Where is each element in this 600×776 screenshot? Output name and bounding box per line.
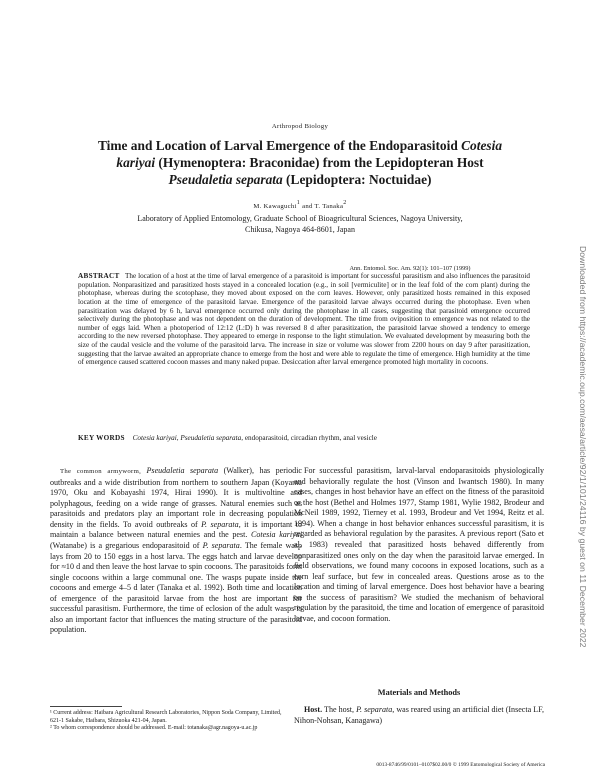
intro-column-right (294, 466, 544, 624)
footnote-1: ¹ Current address: Haibara Agricultural Research Laboratories, Nippon Soda Company, Limited, 621-1 Sakabe, Haibara, Shizuoka 421-04, Japan. (50, 710, 282, 724)
authors (0, 200, 600, 210)
citation: Ann. Entomol. Soc. Am. 92(1): 101–107 (1999) (349, 265, 471, 272)
intro-p1: (Walker), has periodic outbreaks and a wide distribution from northern to southern Japan (Koyama 1970, Oku and Kobayashi 1974, Hirai 1990). It is multivoltine and polyphagous, feeding on a wide range of grasses. Natural enemies such as parasitoids and predators play an important role in decreasing population density in the fields. To avoid outbreaks of (50, 466, 302, 529)
intro-column-left (50, 466, 302, 636)
affiliation-line-1: Laboratory of Applied Entomology, Graduate School of Bioagricultural Sciences, Nagoya University, (137, 214, 463, 223)
download-note-text: Downloaded from https://academic.oup.com/aesa/article/92/1/101/24116 by guest on 11 December 2022 (578, 246, 588, 648)
author-and: and (300, 203, 315, 210)
author-2: T. Tanaka (314, 203, 344, 210)
abstract-label: ABSTRACT (78, 272, 120, 280)
intro-p2-species: Cotesia kariyai (250, 530, 302, 540)
keywords-text: endoparasitoid, circadian rhythm, anal vesicle (243, 434, 377, 442)
abstract (78, 272, 530, 367)
section-label: Arthropod Biology (271, 123, 329, 130)
abstract-text: The location of a host at the time of larval emergence of a parasitoid is important for successful parasitism and also influences the parasitoid population. Nonparasitized and parasitized hosts stayed in a concealed location (e.g., in soil [vermiculite] or in the leaf fold of the corn plant) during the photophase, whereas during the scotophase, they moved about exposed on the corn leaves. However, only parasitized hosts remained in this exposed location at the time of emergence of the parasitoid larvae. Emergence of the parasitoid larvae always occurred during the photophase. Even when parasitization was delayed by 6 h, larval emergence occurred only during the photophase in all cases, suggesting that parasitoid emergence occurred selectively during the photophase and was not dependent on the duration of development. The time from oviposition to emergence was not related to the number of eggs laid. When a photoperiod of 12:12 (L:D) h was reversed 8 d after parasitization, the parasitoid larvae showed a tendency to emerge according to the new reversed photophase. They appeared to emerge in response to the light stimulation. We evaluated development by measuring both the size of the caudal vesicle and the volume of the parasitoid larva. The increase in size or volume was slower from 2200 hours on day 9 after parasitization, suggesting that the larvae awaited an appropriate chance to emerge from the host and were able to regulate the time of emergence. High humidity at the time of emergence caused scattered cocoon masses and many naked pupae. Desiccation after larval emergence promoted high mortality in cocoons. (78, 272, 530, 367)
title-host-species: Pseudaletia separata (168, 172, 283, 187)
intro-right-paragraph: For successful parasitism, larval-larval endoparasitoids physiologically and behaviorally regulate the host (Vinson and Iwantsch 1980). In many cases, changes in host behavior have an effect on the fitness of the parasitoid or the host (Bethel and Holmes 1977, Stamp 1981, Wylie 1982, Brodeur and McNeil 1989, 1992, Tierney et al. 1993, Brodeur and Vet 1994, Reitz et al. 1994). When a change in host behavior enhances successful parasitism, it is regarded as behavioral regulation by the parasites. A previous report (Sato et al. 1983) revealed that parasitized hosts behaved differently from nonparasitized ones only on the day when the parasitoid larvae emerged. In field observations, we found many cocoons in exposed locations, such as a corn leaf surface, but few in concealed areas. Questions arose as to the location and timing of larval emergence. Does host behavior have a bearing on the success of parasitism? We studied the mechanism of behavioral regulation by the parasitoid, the time and location of emergence of parasitoid larvae, and cocoon formation. (294, 466, 544, 623)
affiliation-line-2: Chikusa, Nagoya 464-8601, Japan (245, 225, 355, 234)
keywords-label: KEY WORDS (78, 434, 125, 442)
footnote-2: ² To whom correspondence should be addressed. E-mail: totanaka@agr.nagoya-u.ac.jp (50, 725, 258, 731)
intro-p4: . The female wasp lays from 20 to 150 eggs in a host larva. The eggs hatch and larvae develop for ≈10 d and then leave the host larvae to spin cocoons. The parasitoids form single cocoons within a large communal one. The wasps pupate inside the cocoons and emerge 4–5 d later (Tanaka et al. 1992). Both time and location of emergence of the parasitoid larvae from the host are important for successful parasitism. Furthermore, the time of eclosion of the adult wasps is also an important factor that influences the mating structure of the parasitoid population. (50, 540, 303, 635)
methods-host-paragraph (294, 705, 544, 726)
methods-heading: Materials and Methods (377, 688, 461, 697)
host-text-2: , was reared using an artificial diet (Insecta LF, Nihon-Nohsan, Kanagawa) (294, 705, 544, 725)
footnote-rule (50, 706, 122, 707)
title-part-3: (Lepidoptera: Noctuidae) (282, 172, 432, 187)
author-1: M. Kawaguchi (253, 203, 297, 210)
keywords-italic: Cotesia kariyai, Pseudaletia separata, (132, 434, 244, 442)
download-note (578, 246, 591, 716)
host-text-1: The host, (322, 705, 357, 714)
author-2-sup: 2 (343, 200, 347, 206)
intro-p3-species: P. separata (202, 540, 240, 550)
host-species: P. separata (356, 705, 393, 714)
title-genus: Cotesia (461, 138, 503, 153)
copyright-line: 0013-8746/99/0101–0107$02.00/0 © 1999 Entomological Society of America (376, 762, 545, 768)
intro-lead: The common armyworm, (60, 468, 142, 475)
keywords (78, 434, 530, 442)
intro-lead-species: Pseudaletia separata (146, 466, 219, 475)
intro-p2: , it is important to maintain a balance between natural enemies and the pest. (50, 519, 302, 540)
host-label: Host. (304, 705, 323, 714)
affiliation (70, 213, 530, 235)
footnotes (50, 710, 285, 733)
title-part-2: (Hymenoptera: Braconidae) from the Lepidopteran Host (155, 155, 484, 170)
intro-p3: (Watanabe) is a gregarious endoparasitoid of (50, 540, 200, 550)
author-1-sup: 1 (296, 200, 301, 206)
intro-p1-species: P. separata (201, 519, 239, 529)
article-title (40, 137, 560, 188)
title-part-1: Time and Location of Larval Emergence of the Endoparasitoid (97, 138, 462, 153)
title-species: kariyai (116, 155, 156, 170)
